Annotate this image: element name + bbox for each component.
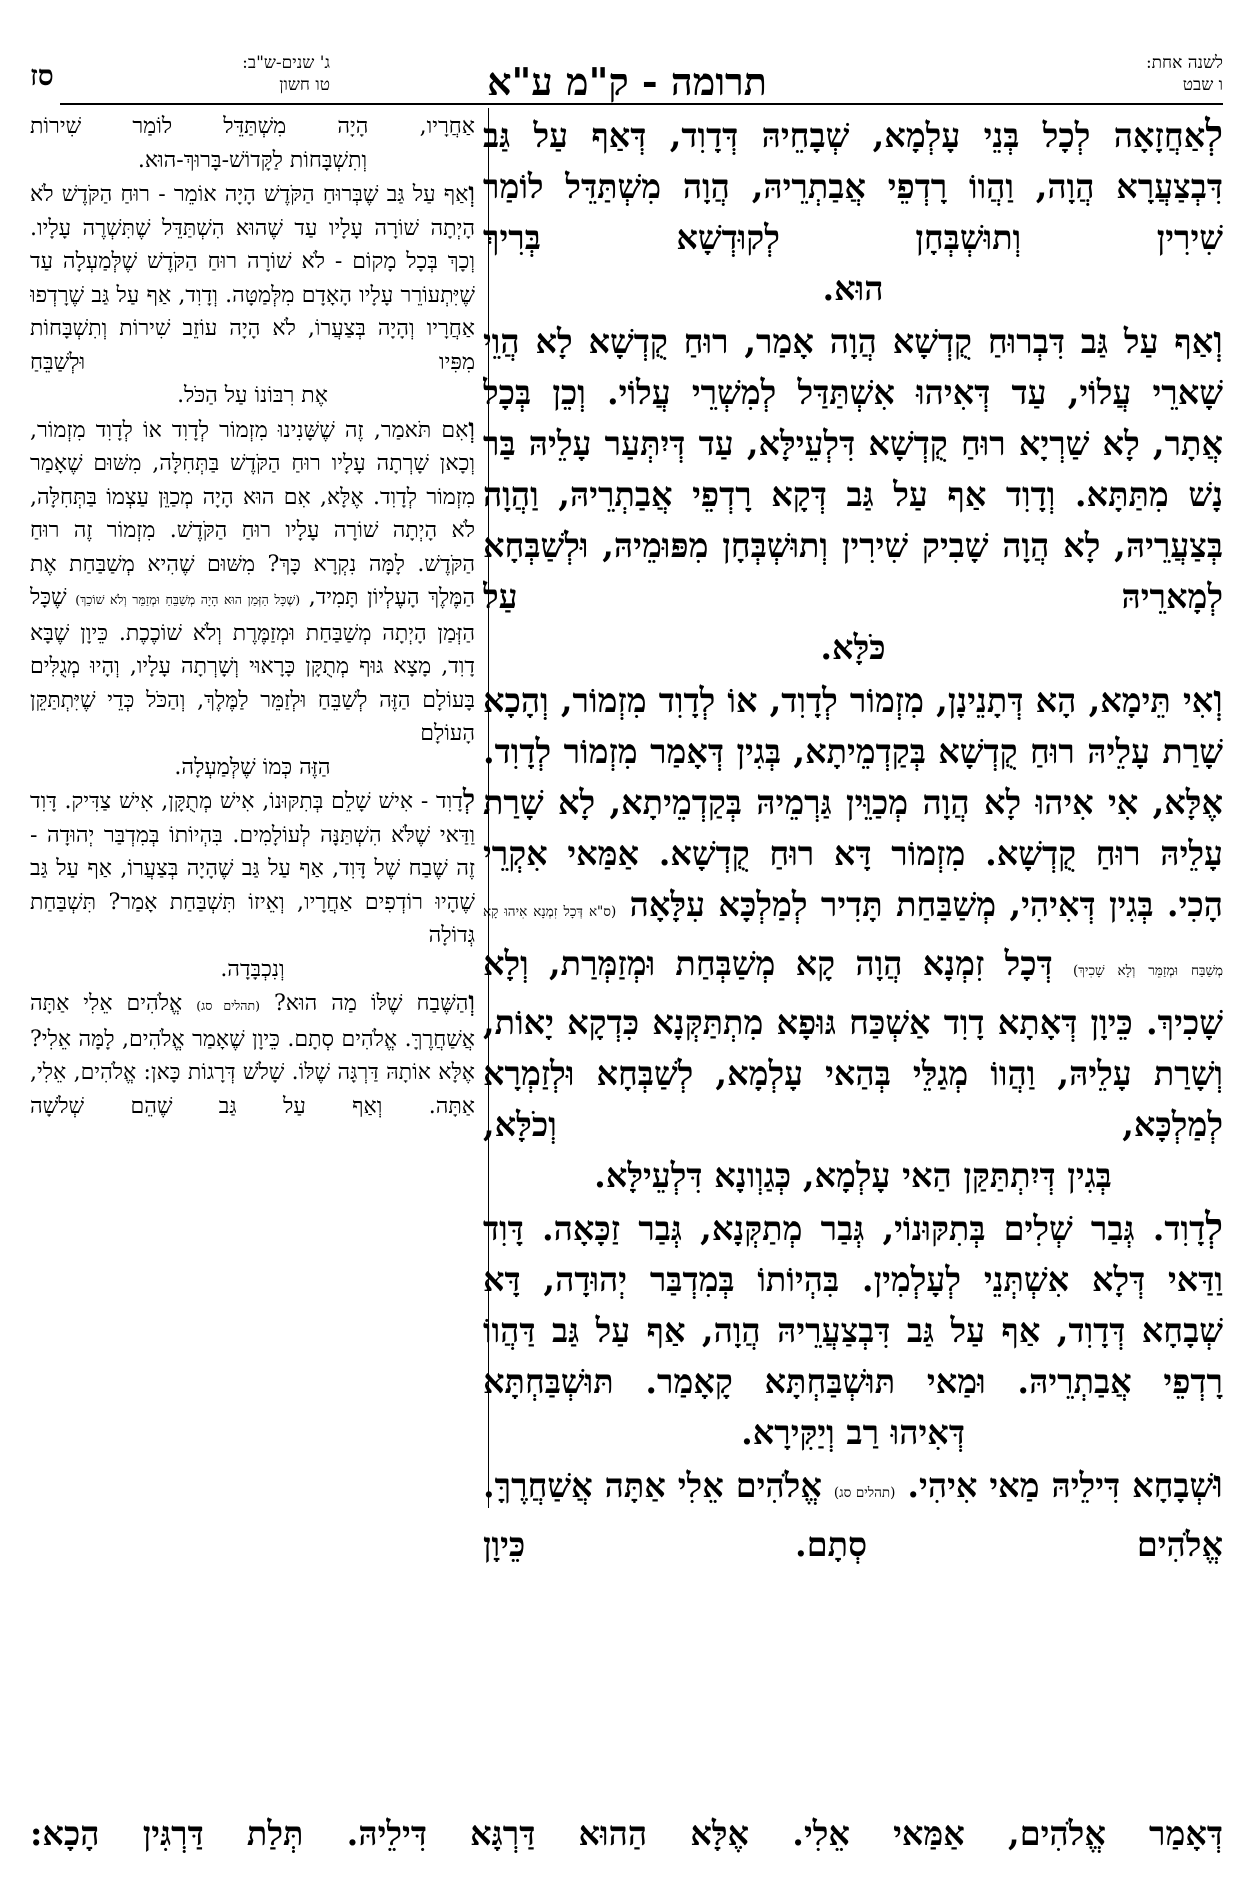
hebrew-text: אִם תֹּאמַר, זֶה שֶׁשָּׁנִינוּ מִזְמוֹר לְדָוִד אוֹ לְדָוִד מִזְמוֹר, וְכָאן שָׁרְתָה עָלָיו רוּחַ הַקֹּדֶשׁ בַּתְּחִלָּה, מִשּׁוּם שֶׁאָמַר מִזְמוֹר לְדָוִד. אֶלָּא, אִם הוּא הָיָה מְכַוֵּן עַצְמוֹ בַּתְּחִלָּה, לֹא הָיְתָה שׁוֹרָה עָלָיו רוּחַ הַקֹּדֶשׁ. מִזְמוֹר זֶה רוּחַ הַקֹּדֶשׁ. לָמָּה נִקְרָא כָּךְ? מִשּׁוּם שֶׁהִיא מְשַׁבַּחַת אֶת הַמֶּלֶךְ הָעֶלְיוֹן תָּמִיד,: [30, 417, 475, 610]
hebrew-column: [30, 110, 475, 1510]
aramaic-variant-note: (ס"א דְּכָל זִמְנָא אִיהוּ קָא מְשַׁבַּח וּמְזַמֵּר וְלָא שָׁכִיךְ): [483, 904, 1223, 979]
aramaic-text: דָוִד. גְּבַר שְׁלִים בְּתִקּוּנוֹי, גְּבַר מְתַקְּנָא, גְּבַר זַכָּאָה. דָּוִד וַדַּאי דְּלָא אִשְׁתְּנֵי לְעָלְמִין. בִּהְיוֹתוֹ בְּמִדְבַּר יְהוּדָה, דָּא שְׁבָחָא דְּדָוִד, אַף עַל גַּב דִּבְצַעֲרֵיהּ הֲוָה, אַף עַל גַּב דַּהֲווֹ רָדְפֵי אֲבַתְרֵיהּ. וּמַאי תּוּשְׁבַּחְתָּא קָאָמַר. תּוּשְׁבַּחְתָּא: [483, 1209, 1223, 1401]
header-rule: [60, 103, 1223, 105]
aramaic-lead-letter: וְ: [1213, 676, 1223, 721]
hebrew-paragraph-4-end: וְנִכְבָּדָה.: [220, 956, 285, 982]
aramaic-paragraph-3: [483, 673, 1223, 1150]
header-one-year-date: ו שבט: [1182, 75, 1223, 95]
hebrew-paragraph-4: [30, 784, 475, 953]
aramaic-paragraph-1: [483, 108, 1223, 263]
hebrew-text: אֱלֹהִים אֵלִי אַתָּה אֲשַׁחֲרֶךָּ. אֱלֹהִים סְתָם. כֵּיוָן שֶׁאָמַר אֱלֹהִים, לָמָּה אֵלִי? אֶלָּא אוֹתָהּ דַּרְגָּה שֶׁלּוֹ. שָׁלֹשׁ דְּרָגוֹת כָּאן: אֱלֹהִים, אֵלִי, אַתָּה. וְאַף עַל גַּב שֶׁהֵם שְׁלֹשָׁה: [30, 991, 475, 1119]
aramaic-lead-letter: לְ: [1205, 1204, 1223, 1249]
hebrew-lead-letter: וְ: [468, 178, 475, 208]
aramaic-lead-letter: וְ: [1213, 317, 1223, 362]
aramaic-text: אַף עַל גַּב דִּבְרוּחַ קֻדְשָׁא הֲוָה אָמַר, רוּחַ קֻדְשָׁא לָא הֲוֵי שָׁארֵי עֲלוֹי, עַד דְּאִיהוּ אִשְׁתַּדַּל לְמִשְׁרֵי עֲלוֹי. וְכֵן בְּכָל אֲתָר, לָא שַׁרְיָא רוּחַ קֻדְשָׁא דִּלְעֵילָּא, עַד דְּיִתְּעַר עָלֵיהּ בַּר נָשׁ מִתַּתָּא. וְדָוִד אַף עַל גַּב דְּקָא רָדְפֵי אֲבַתְרֵיהּ, וַהֲוָה בְּצַעֲרֵיהּ, לָא הֲוָה שָׁבִיק שִׁירִין וְתוּשְׁבְּחָן מִפּוּמֵיהּ, וּלְשַׁבְּחָא לְמָארֵיהּ עַל: [483, 322, 1223, 616]
aramaic-text: אֱלֹהִים אֵלִי אַתָּה אֲשַׁחֲרֶךָּ. אֱלֹהִים סְתָם. כֵּיוָן: [483, 1466, 1223, 1564]
header-one-year-label: לשנה אחת:: [1145, 53, 1223, 73]
aramaic-full-width-line: דְּאָמַר אֱלֹהִים, אַמַּאי אֵלִי. אֶלָּא הַהוּא דַּרְגָּא דִּילֵיהּ. תְּלַת דַּרְגִּין הָכָא:: [30, 1814, 1223, 1853]
hebrew-paragraph-1-end: וְתִשְׁבָּחוֹת לַקָּדוֹשׁ-בָּרוּךְ-הוּא.: [137, 147, 368, 173]
hebrew-text: אַף עַל גַּב שֶׁבְּרוּחַ הַקֹּדֶשׁ הָיָה אוֹמֵר - רוּחַ הַקֹּדֶשׁ לֹא הָיְתָה שׁוֹרָה עָלָיו עַד שֶׁהוּא הִשְׁתַּדֵּל שֶׁתִּשְׁרֶה עָלָיו. וְכָךְ בְּכָל מָקוֹם - לֹא שׁוֹרָה רוּחַ הַקֹּדֶשׁ שֶׁלְּמַעְלָה עַד שֶׁיִּתְעוֹרֵר עָלָיו הָאָדָם מִלְּמַטָּה. וְדָוִד, אַף עַל גַּב שֶׁרָדְפוּ אַחֲרָיו וְהָיָה בְּצַעֲרוֹ, לֹא הָיָה עוֹזֵב שִׁירוֹת וְתִשְׁבָּחוֹת מִפִּיו וּלְשַׁבֵּחַ: [30, 182, 475, 375]
aramaic-text: אִי תֵּימָא, הָא דְּתָנֵינָן, מִזְמוֹר לְדָוִד, אוֹ לְדָוִד מִזְמוֹר, וְהָכָא שָׁרַת עָלֵיהּ רוּחַ קֻדְשָׁא בְּקַדְמֵיתָא, בְּגִין דְּאָמַר מִזְמוֹר לְדָוִד. אֶלָּא, אִי אִיהוּ לָא הֲוָה מְכַוֵּין גַּרְמֵיהּ בְּקַדְמֵיתָא, לָא שָׁרַת עָלֵיהּ רוּחַ קֻדְשָׁא. מִזְמוֹר דָּא רוּחַ קֻדְשָׁא. אַמַּאי אִקְרֵי הָכִי. בְּגִין דְּאִיהִי, מְשַׁבַּחַת תָּדִיר לְמַלְכָּא עִלָּאָה: [483, 681, 1223, 924]
hebrew-paragraph-2: [30, 177, 475, 379]
hebrew-verse-reference: (תהלים סג): [196, 998, 260, 1013]
hebrew-text: אַחֲרָיו, הָיָה מִשְׁתַּדֵּל לוֹמַר שִׁירוֹת: [30, 114, 475, 139]
aramaic-lead-letter: וּ: [1213, 1461, 1223, 1506]
hebrew-lead-letter: וְ: [468, 987, 475, 1017]
aramaic-lead-letter: לְ: [1205, 111, 1223, 156]
aramaic-verse-reference: (תהלים סג): [833, 1485, 896, 1501]
column-divider: [488, 108, 489, 1508]
hebrew-text: הַשֶּׁבַח שֶׁלּוֹ מַה הוּא?: [273, 991, 469, 1016]
aramaic-text: שְׁבָחָא דִּילֵיהּ מַאי אִיהִי.: [907, 1466, 1214, 1505]
hebrew-paragraph-1: [30, 110, 475, 144]
aramaic-column: [483, 108, 1223, 1808]
page-title: תרומה - ק"מ ע"א: [487, 59, 767, 104]
hebrew-paragraph-3: [30, 413, 475, 751]
page-number: סז: [30, 59, 54, 92]
aramaic-paragraph-3-end: בְּגִין דְּיִתְתַּקַּן הַאי עָלְמָא, כְּגַוְונָא דִּלְעֵילָּא.: [594, 1156, 1112, 1195]
aramaic-paragraph-5: [483, 1458, 1223, 1570]
aramaic-paragraph-4: [483, 1201, 1223, 1407]
aramaic-paragraph-4-end: דְּאִיהוּ רַב וְיַקִּירָא.: [741, 1413, 965, 1452]
hebrew-lead-letter: וְ: [468, 413, 475, 444]
aramaic-paragraph-2-end: כֹּלָּא.: [820, 628, 886, 667]
hebrew-paragraph-2-end: אֶת רִבּוֹנוֹ עַל הַכֹּל.: [177, 383, 328, 408]
header-three-years-date: טו חשון: [279, 75, 330, 95]
hebrew-text: שֶׁכָּל הַזְּמַן הָיְתָה מְשַׁבַּחַת וּמְזַמֶּרֶת וְלֹא שׁוֹכֶכֶת. כֵּיוָן שֶׁבָּא דָוִד, מָצָא גּוּף מְתֻקָּן כָּרָאוּי וְשָׁרְתָה עָלָיו, וְהָיוּ מְגֻלִּים בָּעוֹלָם הַזֶּה לְשַׁבֵּחַ וּלְזַמֵּר לַמֶּלֶךְ, וְהַכֹּל כְּדֵי שֶׁיִּתְתַּקֵּן הָעוֹלָם: [30, 585, 475, 746]
aramaic-text: אַחֲזָאָה לְכָל בְּנֵי עָלְמָא, שְׁבָחֵיהּ דְּדָוִד, דְּאַף עַל גַּב דִּבְצַעֲרָא הֲוָה, וַהֲווֹ רָדְפֵי אֲבַתְרֵיהּ, הֲוָה מִשְׁתַּדֵּל לוֹמַר שִׁירִין וְתוּשְׁבְּחָן לְקוּדְשָׁא בְּרִיךְ: [483, 116, 1223, 257]
header-three-years-label: ג' שנים-ש"ב:: [242, 53, 330, 73]
aramaic-text: דְּכָל זִמְנָא הֲוָה קָא מְשַׁבְּחַת וּמְזַמְּרַת, וְלָא שָׁכִיךְ. כֵּיוָן דְּאָתָא דָוִד אַשְׁכַּח גּוּפָא מִתְתַּקְּנָא כִּדְקָא יָאוֹת, וְשָׁרַת עָלֵיהּ, וַהֲווֹ מְגַלֵּי בְּהַאי עָלְמָא, לְשַׁבְּחָא וּלְזַמְרָא לְמַלְכָּא, וְכֹלָּא,: [483, 944, 1223, 1144]
aramaic-paragraph-1-end: הוּא.: [822, 269, 884, 308]
hebrew-lead-letter: לְ: [462, 785, 475, 815]
hebrew-paragraph-5: [30, 986, 475, 1123]
aramaic-paragraph-2: [483, 314, 1223, 622]
header-three-years-block: [94, 52, 330, 96]
hebrew-paragraph-3-end: הַזֶּה כְּמוֹ שֶׁלְּמַעְלָה.: [174, 754, 331, 780]
hebrew-text: דָוִד - אִישׁ שָׁלֵם בְּתִקּוּנוֹ, אִישׁ מְתֻקָּן, אִישׁ צַדִּיק. דָּוִד וַדַּאי שֶׁלֹּא הִשְׁתַּנָּה לְעוֹלָמִים. בִּהְיוֹתוֹ בְּמִדְבַּר יְהוּדָה - זֶה שֶׁבַח שֶׁל דָּוִד, אַף עַל גַּב שֶׁהָיָה בְּצַעֲרוֹ, אַף עַל גַּב שֶׁהָיוּ רוֹדְפִים אַחֲרָיו, וְאֵיזוֹ תִּשְׁבַּחַת אָמַר? תִּשְׁבַּחַת גְּדוֹלָה: [30, 789, 475, 948]
hebrew-variant-note: (שֶׁכָּל הַזְּמַן הוּא הָיָה מְשַׁבֵּחַ וּמְזַמֵּר וְלֹא שׁוֹכֵךְ): [75, 592, 301, 607]
